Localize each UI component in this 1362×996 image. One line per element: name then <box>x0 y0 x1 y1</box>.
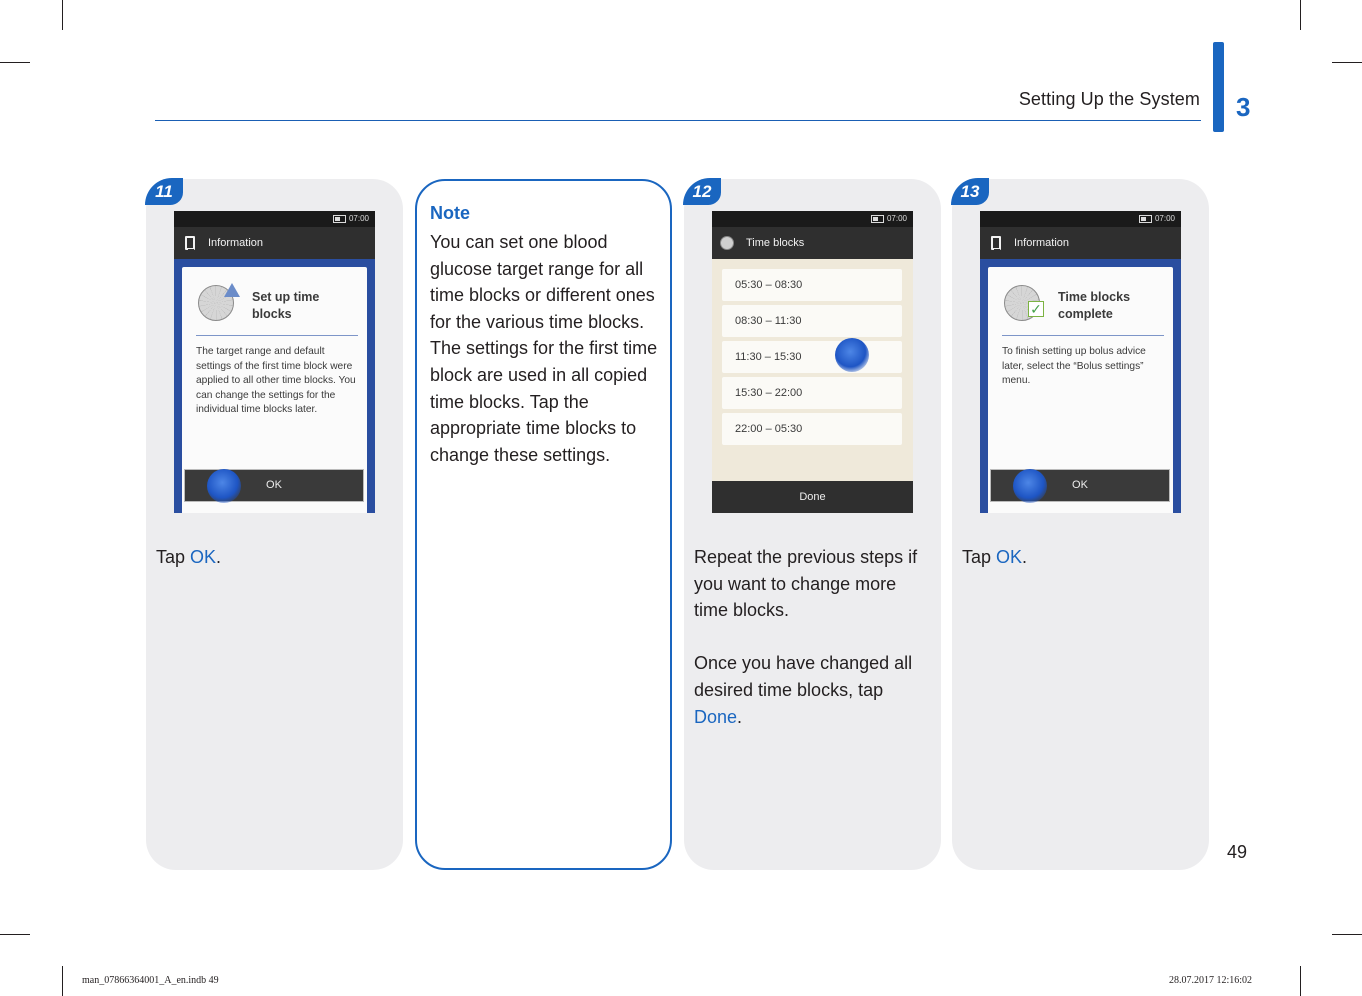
screen-title: Time blocks <box>746 237 805 249</box>
screen-title-bar <box>174 227 375 259</box>
step-panel-12 <box>684 179 941 870</box>
card-title: Time blocks complete <box>1058 290 1131 321</box>
ok-link: OK <box>190 547 217 567</box>
device-screen <box>712 211 913 513</box>
screen-title-bar <box>980 227 1181 259</box>
status-time: 07:00 <box>348 214 369 223</box>
step-badge: 11 <box>145 178 183 205</box>
status-bar <box>980 211 1181 227</box>
section-title: Setting Up the System <box>1018 89 1200 109</box>
step-instruction <box>694 544 934 730</box>
status-time: 07:00 <box>886 214 907 223</box>
pie-wedge-icon <box>224 283 240 297</box>
step-panel-11 <box>146 179 403 870</box>
time-block-row[interactable]: 05:30 – 08:30 <box>722 269 902 301</box>
crop-mark <box>1300 966 1301 996</box>
done-link: Done <box>694 706 738 727</box>
card-title: Set up time blocks <box>252 290 320 321</box>
card-body: The target range and default settings of the first time block were applied to all other time blocks. You can change the settings for the individual time blocks later. <box>196 346 356 415</box>
note-panel <box>415 179 672 870</box>
ok-button[interactable]: OK <box>184 469 364 502</box>
header-divider <box>155 120 1201 121</box>
instruction-period: . <box>1022 547 1028 567</box>
instruction-text: Tap <box>156 547 191 567</box>
crop-mark <box>0 62 30 63</box>
screen-title-bar <box>712 227 913 259</box>
screen-title: Information <box>1014 237 1070 249</box>
touch-indicator <box>207 469 241 503</box>
battery-icon <box>1139 215 1152 223</box>
chapter-tab <box>1213 42 1224 132</box>
battery-icon <box>333 215 346 223</box>
step-panel-13 <box>952 179 1209 870</box>
crop-mark <box>1300 0 1301 30</box>
card-divider <box>1002 335 1164 336</box>
time-blocks-icon <box>720 236 734 250</box>
screen-title: Information <box>208 237 264 249</box>
instruction-period: . <box>737 706 743 727</box>
chapter-number: 3 <box>1236 92 1251 122</box>
crop-mark <box>0 934 30 935</box>
crop-mark <box>1332 62 1362 63</box>
step-badge: 13 <box>951 178 989 205</box>
time-block-list <box>712 259 913 481</box>
status-bar <box>712 211 913 227</box>
step-badge: 12 <box>683 178 721 205</box>
touch-indicator <box>835 338 869 372</box>
device-screen <box>980 211 1181 513</box>
print-slug-left: man_07866364001_A_en.indb 49 <box>82 975 219 986</box>
step-instruction <box>962 544 1202 571</box>
crop-mark <box>1332 934 1362 935</box>
status-bar <box>174 211 375 227</box>
instruction-paragraph: Repeat the previous steps if you want to change more time blocks. <box>694 547 918 621</box>
card-body: To finish setting up bolus advice later, select the “Bolus settings” menu. <box>1002 346 1146 386</box>
time-block-row[interactable]: 15:30 – 22:00 <box>722 377 902 409</box>
battery-icon <box>871 215 884 223</box>
book-icon <box>185 236 195 250</box>
step-instruction <box>156 544 396 571</box>
instruction-period: . <box>216 547 222 567</box>
note-body: You can set one blood glucose target range for all time blocks or different ones for the various time blocks. The settings for the first time block are used in all copied time blocks. Tap the appropriate time blocks to change these settings. <box>430 232 658 465</box>
ok-link: OK <box>996 547 1023 567</box>
time-block-row[interactable]: 11:30 – 15:30 <box>722 341 902 373</box>
crop-mark <box>62 0 63 30</box>
instruction-text: Once you have changed all desired time blocks, tap <box>694 653 913 700</box>
time-block-row[interactable]: 08:30 – 11:30 <box>722 305 902 337</box>
ok-button[interactable]: OK <box>990 469 1170 502</box>
checkmark-icon: ✓ <box>1028 301 1044 317</box>
touch-indicator <box>1013 469 1047 503</box>
time-block-row[interactable]: 22:00 – 05:30 <box>722 413 902 445</box>
instruction-text: Tap <box>962 547 997 567</box>
card-divider <box>196 335 358 336</box>
note-title: Note <box>430 203 470 223</box>
device-screen <box>174 211 375 513</box>
print-slug-right: 28.07.2017 12:16:02 <box>1169 975 1253 986</box>
page-number: 49 <box>1227 842 1248 862</box>
crop-mark <box>62 966 63 996</box>
status-time: 07:00 <box>1154 214 1175 223</box>
instruction-paragraph <box>694 650 934 730</box>
book-icon <box>991 236 1001 250</box>
done-button[interactable]: Done <box>712 481 913 513</box>
